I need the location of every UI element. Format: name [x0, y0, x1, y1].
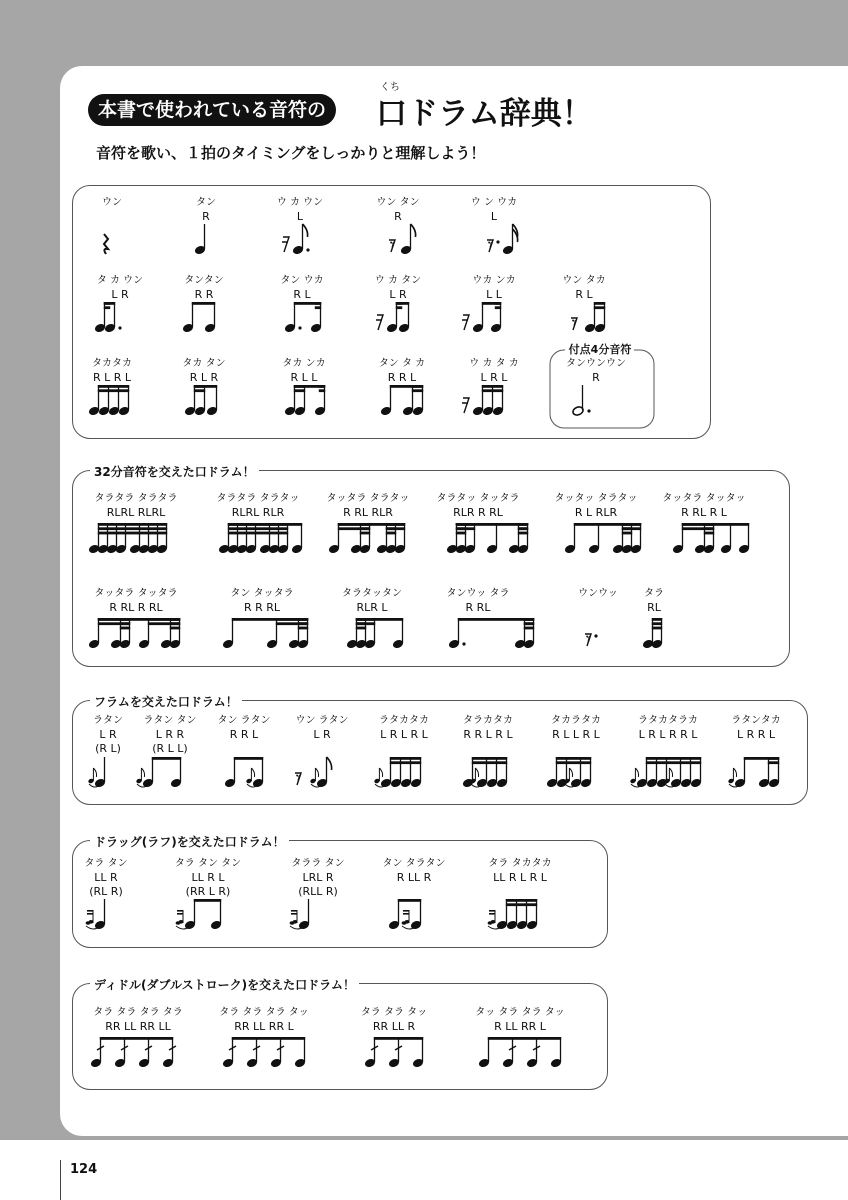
page-number: 124: [70, 1162, 98, 1177]
section-drag-title: ドラッグ(ラフ)を交えた口ドラム！: [90, 833, 289, 850]
syllable-text: タラ タラ タラ タッ: [219, 1007, 309, 1018]
note-beam: [556, 761, 591, 764]
sticking-text: L R L R R L: [638, 728, 698, 741]
syllable-text: タラ タン: [84, 858, 128, 869]
syllable-text: ラタカタラカ: [638, 715, 698, 726]
rhythm-cell: [630, 714, 703, 788]
note-beam: [518, 527, 528, 530]
section-diddle-title: ディドル(ダブルストローク)を交えた口ドラム！: [90, 976, 359, 993]
sticking-text: RLR L: [356, 601, 388, 614]
sticking-text: L R: [111, 288, 129, 301]
sticking-text: R RL RLR: [343, 506, 393, 519]
sticking-alt-text: (R L L): [152, 742, 188, 755]
sticking-text: R R L: [229, 728, 259, 741]
note-beam: [412, 389, 423, 392]
eighth-rest: 𝄾: [585, 629, 591, 648]
rhythm-cell: [88, 357, 132, 416]
sticking-text: RL: [647, 601, 661, 614]
note-beam: [390, 757, 421, 760]
sticking-text: LRL R: [302, 871, 334, 884]
syllable-text: タン: [196, 197, 216, 208]
note-beam: [482, 385, 503, 388]
rhythm-cell: [376, 196, 419, 255]
rhythm-cell: [90, 1006, 183, 1068]
syllable-text: ウンウッ: [578, 588, 618, 599]
rhythm-cell: [447, 587, 536, 649]
syllable-text: タラ タカタカ: [488, 858, 552, 869]
note-beam: [98, 527, 167, 530]
note-beam: [456, 527, 466, 530]
note-beam: [456, 532, 466, 535]
note-beam: [506, 899, 537, 902]
sticking-text: R RL R RL: [109, 601, 163, 614]
note-beam: [356, 622, 366, 625]
sticking-text: R: [394, 210, 402, 223]
sticking-text: R RL: [465, 601, 491, 614]
sticking-text: RLRL RLRL: [106, 506, 166, 519]
rhythm-cell: [554, 492, 642, 554]
note-beam: [100, 1037, 173, 1040]
syllable-text: タン タラタン: [382, 858, 446, 869]
note-beam: [356, 627, 366, 630]
rhythm-cell: [578, 587, 618, 648]
note-beam: [386, 523, 405, 526]
rhythm-cell: [217, 714, 270, 788]
rhythm-cell: [280, 274, 323, 333]
rhythm-cell: [182, 357, 225, 416]
note-beam: [98, 523, 167, 526]
note-flag: [327, 757, 332, 770]
rhythm-cell: [88, 492, 178, 554]
sticking-text: R L L R L: [552, 728, 600, 741]
sticking-text: L R R: [155, 728, 185, 741]
sticking-text: RR LL RR LL: [105, 1020, 171, 1033]
section-32nd-title: 32分音符を交えた口ドラム！: [90, 463, 259, 480]
sticking-text: RR LL R: [372, 1020, 416, 1033]
syllable-text: タラタラ タラタッ: [216, 493, 300, 504]
drag-beam: [291, 913, 298, 915]
rhythm-cell: [382, 857, 445, 930]
syllable-text: ウン ラタン: [295, 715, 349, 726]
sticking-text: RR LL RR L: [234, 1020, 294, 1033]
sticking-text: L R: [389, 288, 407, 301]
rhythm-cell: [219, 1006, 309, 1068]
drag-beam: [489, 913, 496, 915]
rhythm-cell: [361, 1006, 427, 1068]
drag-beam: [489, 910, 496, 912]
note-beam: [390, 761, 421, 764]
drag-beam: [291, 910, 298, 912]
note-beam: [98, 385, 129, 388]
sticking-text: L R L R L: [380, 728, 428, 741]
note-beam: [315, 306, 321, 309]
note-beam: [524, 618, 534, 621]
sticking-text: RLRL RLR: [231, 506, 285, 519]
sticking-text: R L R L: [92, 371, 132, 384]
rhythm-cell: [102, 196, 122, 254]
syllable-text: タンウンウン: [566, 358, 626, 369]
note-beam: [386, 527, 405, 530]
note-beam: [338, 523, 370, 526]
rhythm-cell: [642, 587, 664, 649]
syllable-text: ウカ ンカ: [472, 275, 516, 286]
rhythm-cell: [222, 587, 309, 649]
syllable-text: タラタッ タッタラ: [436, 493, 520, 504]
rhythm-cell: [84, 857, 127, 930]
sticking-text: R L R: [189, 371, 219, 384]
rhythm-cell: [182, 274, 224, 333]
sticking-text: L R R L: [736, 728, 776, 741]
note-beam: [652, 618, 662, 621]
note-beam: [622, 527, 632, 530]
syllable-text: タッ タラ タラ タッ: [475, 1007, 565, 1018]
syllable-text: タラ タラ タッ: [360, 1007, 428, 1018]
note-beam: [315, 302, 321, 305]
note-beam: [294, 389, 305, 392]
syllable-text: タララ タン: [291, 858, 345, 869]
note-beam: [298, 622, 308, 625]
note-dot: [298, 326, 301, 329]
sticking-alt-text: (R L): [95, 742, 121, 755]
rhythm-cell: [462, 357, 519, 416]
title-pill: 本書で使われている音符の: [88, 94, 336, 126]
drag-beam: [177, 913, 184, 915]
note-beam: [148, 622, 180, 625]
note-beam: [456, 523, 466, 526]
sticking-text: LL R L: [191, 871, 225, 884]
rhythm-cell: [374, 714, 429, 788]
syllable-text: ウ カ タ カ: [469, 358, 519, 369]
drag-beam: [177, 910, 184, 912]
note-beam: [194, 899, 221, 902]
drag-beam: [403, 910, 410, 912]
rhythm-cell: [436, 492, 529, 554]
note-beam: [594, 302, 605, 305]
sticking-text: L R L: [480, 371, 508, 384]
sticking-text: L R: [99, 728, 117, 741]
rhythm-cell: [342, 587, 404, 649]
note-beam: [228, 523, 288, 526]
sticking-alt-text: (RLL R): [298, 885, 338, 898]
note-beam: [98, 532, 167, 535]
note-beam: [120, 627, 130, 630]
sixteenth-rest: [462, 315, 469, 330]
syllable-text: タ カ ウン: [96, 275, 144, 286]
syllable-text: ラタン タン: [143, 715, 197, 726]
note-beam: [495, 306, 501, 309]
syllable-text: タカタカ: [92, 358, 132, 369]
sticking-text: L: [296, 210, 304, 223]
note-beam: [704, 527, 714, 530]
drag-beam: [403, 913, 410, 915]
syllable-text: ラタンタカ: [731, 715, 781, 726]
sticking-text: L L: [486, 288, 502, 301]
note-beam: [472, 761, 507, 764]
note-beam: [98, 622, 130, 625]
rhythm-cell: [88, 587, 181, 649]
rhythm-cell: [290, 857, 345, 930]
sticking-text: R: [202, 210, 210, 223]
syllable-text: ラタカタカ: [379, 715, 429, 726]
title-ruby: くち: [380, 82, 400, 93]
note-beam: [194, 385, 205, 388]
sticking-text: R L RLR: [574, 506, 618, 519]
note-beam: [768, 761, 779, 764]
note-beam: [396, 306, 402, 309]
drag-beam: [87, 913, 94, 915]
sticking-text: R LL R: [396, 871, 432, 884]
sticking-text: R L: [575, 288, 593, 301]
rhythm-cell: [662, 492, 750, 554]
note-beam: [646, 757, 701, 760]
quarter-rest: [104, 234, 108, 254]
page-title: 口ドラム辞典！: [376, 96, 593, 132]
sticking-text: R: [592, 371, 600, 384]
note-beam: [148, 618, 180, 621]
note-beam: [228, 527, 288, 530]
syllable-text: ウ カ タン: [374, 275, 422, 286]
sticking-text: R R RL: [243, 601, 281, 614]
note-beam: [228, 532, 288, 535]
sticking-text: LL R L R L: [493, 871, 547, 884]
note-dot: [118, 326, 121, 329]
rhythm-cell: [471, 196, 518, 255]
note-beam: [319, 389, 325, 392]
note-flag: [411, 224, 416, 237]
sticking-text: R R L R L: [463, 728, 513, 741]
rhythm-cell: [194, 196, 216, 255]
rhythm-cell: [379, 357, 425, 416]
note-dot: [587, 409, 590, 412]
rhythm-cell: [728, 714, 781, 788]
rhythm-cell: [88, 714, 123, 788]
syllable-text: タラタラ タラタラ: [94, 493, 178, 504]
note-beam: [704, 523, 714, 526]
sticking-text: R R: [194, 288, 214, 301]
section-flam-title: フラムを交えた口ドラム！: [90, 693, 242, 710]
note-dot: [306, 248, 309, 251]
rhythm-cell: [562, 274, 606, 333]
note-beam: [506, 903, 537, 906]
eighth-rest: 𝄾: [487, 235, 493, 254]
rhythm-cell: [475, 1006, 565, 1068]
note-flag: [303, 224, 308, 237]
note-beam: [234, 757, 263, 760]
rhythm-cell: [94, 274, 143, 333]
note-beam: [398, 899, 421, 902]
sticking-text: LL R: [94, 871, 118, 884]
rhythm-cell: [462, 714, 514, 788]
note-beam: [704, 532, 714, 535]
syllable-text: タカ タン: [182, 358, 226, 369]
sticking-text: R LL RR L: [494, 1020, 546, 1033]
syllable-text: タン ウカ: [280, 275, 324, 286]
eighth-rest: 𝄾: [571, 313, 577, 332]
rhythm-cell: [217, 492, 304, 554]
syllable-text: タン ラタン: [217, 715, 271, 726]
note-beam: [192, 302, 215, 305]
note-beam: [104, 306, 110, 309]
note-beam: [294, 385, 305, 388]
sticking-text: R L L: [290, 371, 318, 384]
sixteenth-rest: [376, 315, 383, 330]
note-beam: [622, 532, 632, 535]
note-beam: [232, 1037, 305, 1040]
eighth-rest: 𝄾: [389, 235, 395, 254]
eighth-rest: 𝄾: [295, 768, 301, 787]
drag-beam: [87, 910, 94, 912]
note-beam: [98, 389, 129, 392]
note-beam: [458, 618, 534, 621]
syllable-text: タッタラ タッタラ: [94, 588, 178, 599]
note-beam: [194, 389, 205, 392]
note-dot: [462, 642, 465, 645]
syllable-text: ウン タン: [376, 197, 420, 208]
syllable-text: タラタッタン: [342, 588, 402, 599]
syllable-text: タッタラ タッタッ: [662, 493, 746, 504]
sticking-alt-text: (RR L R): [185, 885, 231, 898]
sticking-text: L R: [313, 728, 331, 741]
rhythm-cell: [277, 196, 323, 255]
note-beam: [646, 761, 701, 764]
rhythm-cell: [550, 342, 654, 428]
syllable-text: タッタッ タラタッ: [554, 493, 638, 504]
note-dot: [496, 240, 499, 243]
note-beam: [472, 757, 507, 760]
note-beam: [518, 523, 528, 526]
syllable-text: タラ タラ タラ タラ: [93, 1007, 183, 1018]
syllable-text: ウン: [102, 197, 122, 208]
note-beam: [768, 757, 779, 760]
syllable-text: タカラタカ: [551, 715, 601, 726]
sticking-alt-text: (RL R): [89, 885, 123, 898]
syllable-text: ラタン: [93, 715, 123, 726]
rhythm-cell: [295, 714, 349, 788]
syllable-text: タン タッタラ: [230, 588, 294, 599]
syllable-text: タン タ カ: [378, 358, 426, 369]
sticking-text: R R L: [387, 371, 417, 384]
note-dot: [594, 634, 597, 637]
note-beam: [495, 302, 501, 305]
sixteenth-rest: [282, 237, 289, 252]
syllable-text: タカ ンカ: [282, 358, 326, 369]
note-beam: [170, 627, 180, 630]
note-beam: [356, 618, 366, 621]
syllable-text: ウ カ ウン: [276, 197, 324, 208]
dotted-quarter-label: 付点4分音符: [568, 343, 632, 356]
note-beam: [298, 618, 308, 621]
note-beam: [556, 757, 591, 760]
sixteenth-rest: [462, 398, 469, 413]
note-beam: [374, 1037, 423, 1040]
note-beam: [594, 306, 605, 309]
rhythm-cell: [326, 492, 409, 554]
syllable-text: タッタラ タラタッ: [326, 493, 410, 504]
sticking-text: R L: [293, 288, 311, 301]
note-beam: [622, 523, 632, 526]
syllable-text: タラ: [644, 588, 664, 599]
rhythm-cell: [546, 714, 601, 788]
note-beam: [652, 622, 662, 625]
rhythm-cell: [462, 274, 516, 333]
syllable-text: タンウッ タラ: [446, 588, 510, 599]
sticking-text: RLR R RL: [453, 506, 503, 519]
note-beam: [518, 532, 528, 535]
sticking-text: L: [490, 210, 498, 223]
rhythm-cell: [175, 857, 241, 930]
note-beam: [104, 302, 110, 305]
note-beam: [396, 302, 402, 305]
note-beam: [360, 532, 370, 535]
note-beam: [652, 627, 662, 630]
note-beam: [524, 627, 534, 630]
syllable-text: ウ ン ウカ: [470, 197, 518, 208]
note-beam: [98, 618, 130, 621]
rhythm-cell: [136, 714, 197, 788]
sticking-text: R RL R L: [681, 506, 727, 519]
note-beam: [524, 622, 534, 625]
rhythm-cell: [488, 857, 552, 930]
note-beam: [482, 389, 503, 392]
syllable-text: タンタン: [184, 275, 224, 286]
note-beam: [488, 1037, 561, 1040]
syllable-text: ウン タカ: [562, 275, 606, 286]
rhythm-cell: [375, 274, 421, 333]
syllable-text: タラ タン タン: [174, 858, 242, 869]
note-beam: [319, 385, 325, 388]
rhythm-cell: [282, 357, 326, 416]
syllable-text: タラカタカ: [463, 715, 513, 726]
note-beam: [298, 627, 308, 630]
note-beam: [412, 385, 423, 388]
note-beam: [152, 757, 181, 760]
page-subtitle: 音符を歌い、１拍のタイミングをしっかりと理解しよう！: [96, 144, 486, 162]
note-beam: [386, 532, 396, 535]
note-beam: [338, 527, 370, 530]
